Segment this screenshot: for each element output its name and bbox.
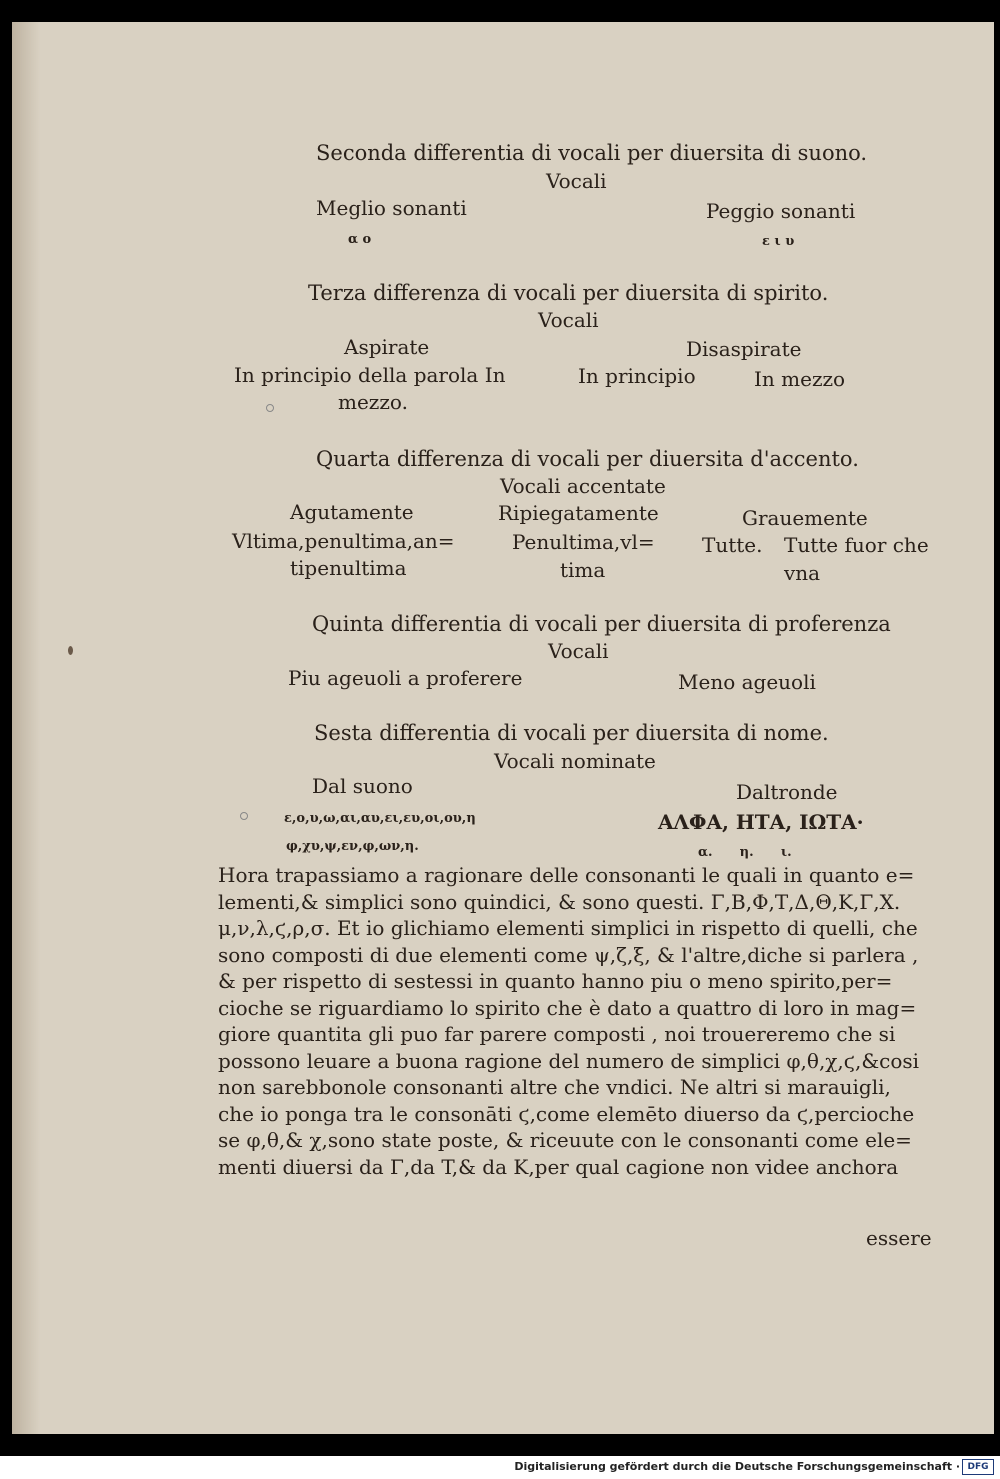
column-label: Meno ageuoli: [678, 670, 816, 694]
cell-text: Tutte fuor che: [784, 533, 929, 557]
section-subheading: Vocali: [546, 169, 607, 193]
section-heading: Terza differenza di vocali per diuersita di spirito.: [308, 281, 829, 305]
greek-letters: φ,χυ,ψ,εν,φ,ων,η.: [286, 839, 419, 854]
column-label: Daltronde: [736, 780, 838, 804]
section-subheading: Vocali: [538, 308, 599, 332]
greek-letters: ε,ο,υ,ω,αι,αυ,ει,ευ,οι,ου,η: [284, 811, 476, 826]
paragraph-line: & per rispetto di sestessi in quanto hanno piu o meno spirito,per=: [218, 969, 893, 993]
cell-text: tima: [560, 558, 606, 582]
cell-text: mezzo.: [338, 390, 408, 414]
footer-bar: [0, 1456, 1000, 1479]
section-heading: Quarta differenza di vocali per diuersita d'accento.: [316, 447, 859, 471]
cell-text: In principio: [578, 364, 696, 388]
section-heading: Quinta differentia di vocali per diuersita di proferenza: [312, 612, 891, 636]
cell-text: In principio della parola In: [234, 363, 506, 387]
section-subheading: Vocali nominate: [494, 749, 656, 773]
paragraph-line: se φ,θ,& χ,sono state poste, & riceuute con le consonanti come ele=: [218, 1128, 912, 1152]
cell-text: Vltima,penultima,an=: [232, 529, 455, 553]
cell-text: Penultima,vl=: [512, 530, 655, 554]
paragraph-line: cioche se riguardiamo lo spirito che è dato a quattro di loro in mag=: [218, 995, 917, 1020]
ink-blot: [68, 646, 73, 655]
column-label: Disaspirate: [686, 337, 802, 361]
column-label: Ripiegatamente: [498, 501, 659, 525]
column-label: Agutamente: [290, 500, 414, 524]
body-paragraph: [218, 862, 934, 1180]
paragraph-line: Hora trapassiamo a ragionare delle consonanti le quali in quanto e=: [218, 863, 915, 887]
paragraph-line: possono leuare a buona ragione del numero de simplici φ,θ,χ,ϛ,&cosi: [218, 1048, 920, 1073]
paragraph-line: non sarebbonole consonanti altre che vndici. Ne altri si marauigli,: [218, 1075, 891, 1099]
section-heading: Seconda differentia di vocali per diuersita di suono.: [316, 141, 868, 165]
cell-text: tipenultima: [290, 556, 407, 580]
greek-letters: α. η. ι.: [698, 845, 792, 860]
paragraph-line: lementi,& simplici sono quindici, & sono questi. Γ,Β,Φ,Τ,Δ,Θ,Κ,Γ,Χ.: [218, 889, 901, 914]
dfg-logo: DFG: [962, 1459, 994, 1475]
footer-credit: Digitalisierung gefördert durch die Deutsche Forschungsgemeinschaft ·: [514, 1460, 960, 1473]
column-label: Aspirate: [344, 335, 430, 359]
paragraph-line: menti diuersi da Γ,da T,& da K,per qual cagione non videe anchora: [218, 1154, 899, 1179]
cell-text: In mezzo: [754, 367, 846, 391]
section-subheading: Vocali: [548, 639, 609, 663]
page-blemish: [266, 404, 274, 412]
paragraph-line: che io ponga tra le consonāti ϛ,come elemēto diuerso da ϛ,percioche: [218, 1101, 915, 1126]
paragraph-line: giore quantita gli puo far parere composti , noi trouereremo che si: [218, 1022, 896, 1046]
column-label: Dal suono: [312, 774, 413, 798]
greek-letters: ε ι υ: [762, 234, 795, 249]
section-subheading: Vocali accentate: [500, 474, 666, 498]
catchword: essere: [866, 1226, 932, 1250]
column-label: Grauemente: [742, 506, 868, 530]
greek-letters: ΑΛΦΑ, ΗΤΑ, ΙΩΤΑ·: [658, 810, 864, 834]
section-heading: Sesta differentia di vocali per diuersita di nome.: [314, 721, 829, 745]
cell-text: vna: [784, 561, 821, 585]
column-label: Meglio sonanti: [316, 196, 467, 220]
greek-letters: α ο: [348, 232, 372, 247]
column-label: Peggio sonanti: [706, 199, 856, 223]
cell-text: Tutte.: [702, 533, 763, 557]
page-blemish: [240, 812, 248, 820]
column-label: Piu ageuoli a proferere: [288, 666, 523, 690]
paragraph-line: sono composti di due elementi come ψ,ζ,ξ, & l'altre,diche si parlera ,: [218, 942, 919, 967]
paragraph-line: μ,ν,λ,ϛ,ρ,σ. Et io glichiamo elementi simplici in rispetto di quelli, che: [218, 916, 918, 940]
